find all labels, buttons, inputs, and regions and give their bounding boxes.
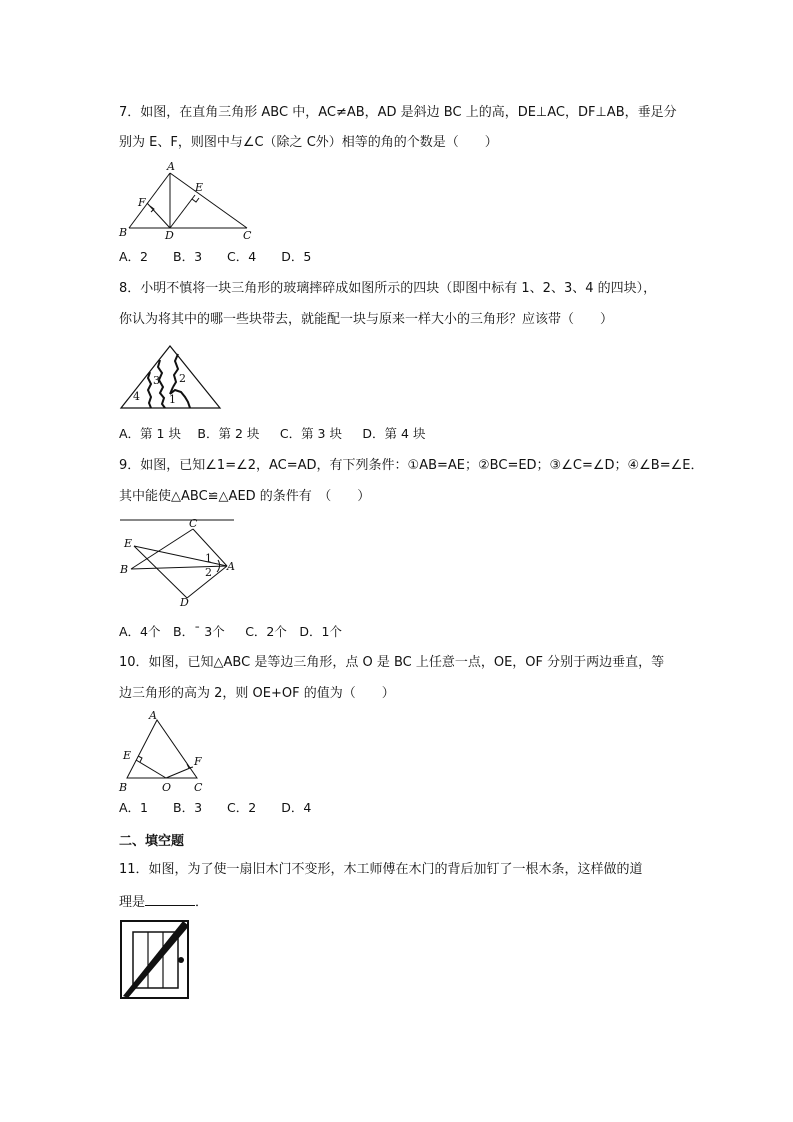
q10-options: A．1 B．3 C．2 D．4 xyxy=(119,800,312,815)
q7-text-line2: 别为 E、F，则图中与∠C（除之 C外）相等的角的个数是（ ） xyxy=(119,135,498,150)
q11-text-line2 xyxy=(119,892,208,912)
q7-label-b: B xyxy=(119,226,128,239)
q11-line2-prefix: 理是 xyxy=(119,895,146,910)
q11-door-figure xyxy=(119,918,191,1002)
q10-label-f: F xyxy=(194,755,202,768)
q9-angle-2: 2 xyxy=(205,566,212,579)
q10-text-line2: 边三角形的高为 2，则 OE+OF 的值为（ ） xyxy=(119,686,395,701)
q7-label-d: D xyxy=(165,229,174,242)
q9-figure xyxy=(117,514,239,610)
q9-angle-1: 1 xyxy=(205,552,212,565)
q7-label-f: F xyxy=(138,196,146,209)
q8-label-3: 3 xyxy=(153,374,160,387)
q9-label-c: C xyxy=(189,517,198,530)
q9-options: A．4个 B．ˉ 3个 C．2个 D．1个 xyxy=(119,624,342,639)
q10-label-a: A xyxy=(149,709,157,722)
q7-text-line1: 7．如图，在直角三角形 ABC 中，AC≠AB，AD 是斜边 BC 上的高，DE⊥AC，DF⊥AB，垂足分 xyxy=(119,105,677,120)
section-title-fill-in: 二、填空题 xyxy=(119,834,185,849)
q11-text-line1: 11．如图，为了使一扇旧木门不变形，木工师傅在木门的背后加钉了一根木条，这样做的道 xyxy=(119,862,643,877)
q8-label-2: 2 xyxy=(179,372,186,385)
q9-label-b: B xyxy=(120,563,129,576)
q9-label-e: E xyxy=(124,537,133,550)
q8-label-1: 1 xyxy=(169,393,176,406)
q9-label-d: D xyxy=(180,596,189,609)
q7-figure xyxy=(115,160,255,242)
q11-line2-suffix: ． xyxy=(195,895,209,910)
q11-answer-blank[interactable] xyxy=(145,892,195,906)
q7-label-c: C xyxy=(243,229,252,242)
q10-label-b: B xyxy=(119,781,128,794)
q10-figure xyxy=(116,708,208,794)
q10-label-e: E xyxy=(123,749,132,762)
q7-label-e: E xyxy=(195,181,204,194)
q8-options: A．第 1 块 B．第 2 块 C．第 3 块 D．第 4 块 xyxy=(119,426,426,441)
q9-label-a: A xyxy=(227,560,235,573)
q10-text-line1: 10．如图，已知△ABC 是等边三角形，点 O 是 BC 上任意一点，OE，OF 分别于两边垂直，等 xyxy=(119,655,665,670)
q9-text-line1: 9．如图，已知∠1=∠2，AC=AD，有下列条件：①AB=AE；②BC=ED；③∠C=∠D；④∠B=∠E． xyxy=(119,458,704,473)
q7-label-a: A xyxy=(167,160,175,173)
q8-label-4: 4 xyxy=(133,390,140,403)
q9-text-line2: 其中能使△ABC≌△AED 的条件有 （ ） xyxy=(119,489,371,504)
q8-text-line2: 你认为将其中的哪一些块带去，就能配一块与原来一样大小的三角形？应该带（ ） xyxy=(119,312,614,327)
q8-text-line1: 8．小明不慎将一块三角形的玻璃摔碎成如图所示的四块（即图中标有 1、2、3、4 的四块）， xyxy=(119,281,657,296)
q7-options: A．2 B．3 C．4 D．5 xyxy=(119,249,312,264)
q10-label-o: O xyxy=(162,781,172,794)
q8-figure xyxy=(118,340,224,412)
q10-label-c: C xyxy=(194,781,203,794)
